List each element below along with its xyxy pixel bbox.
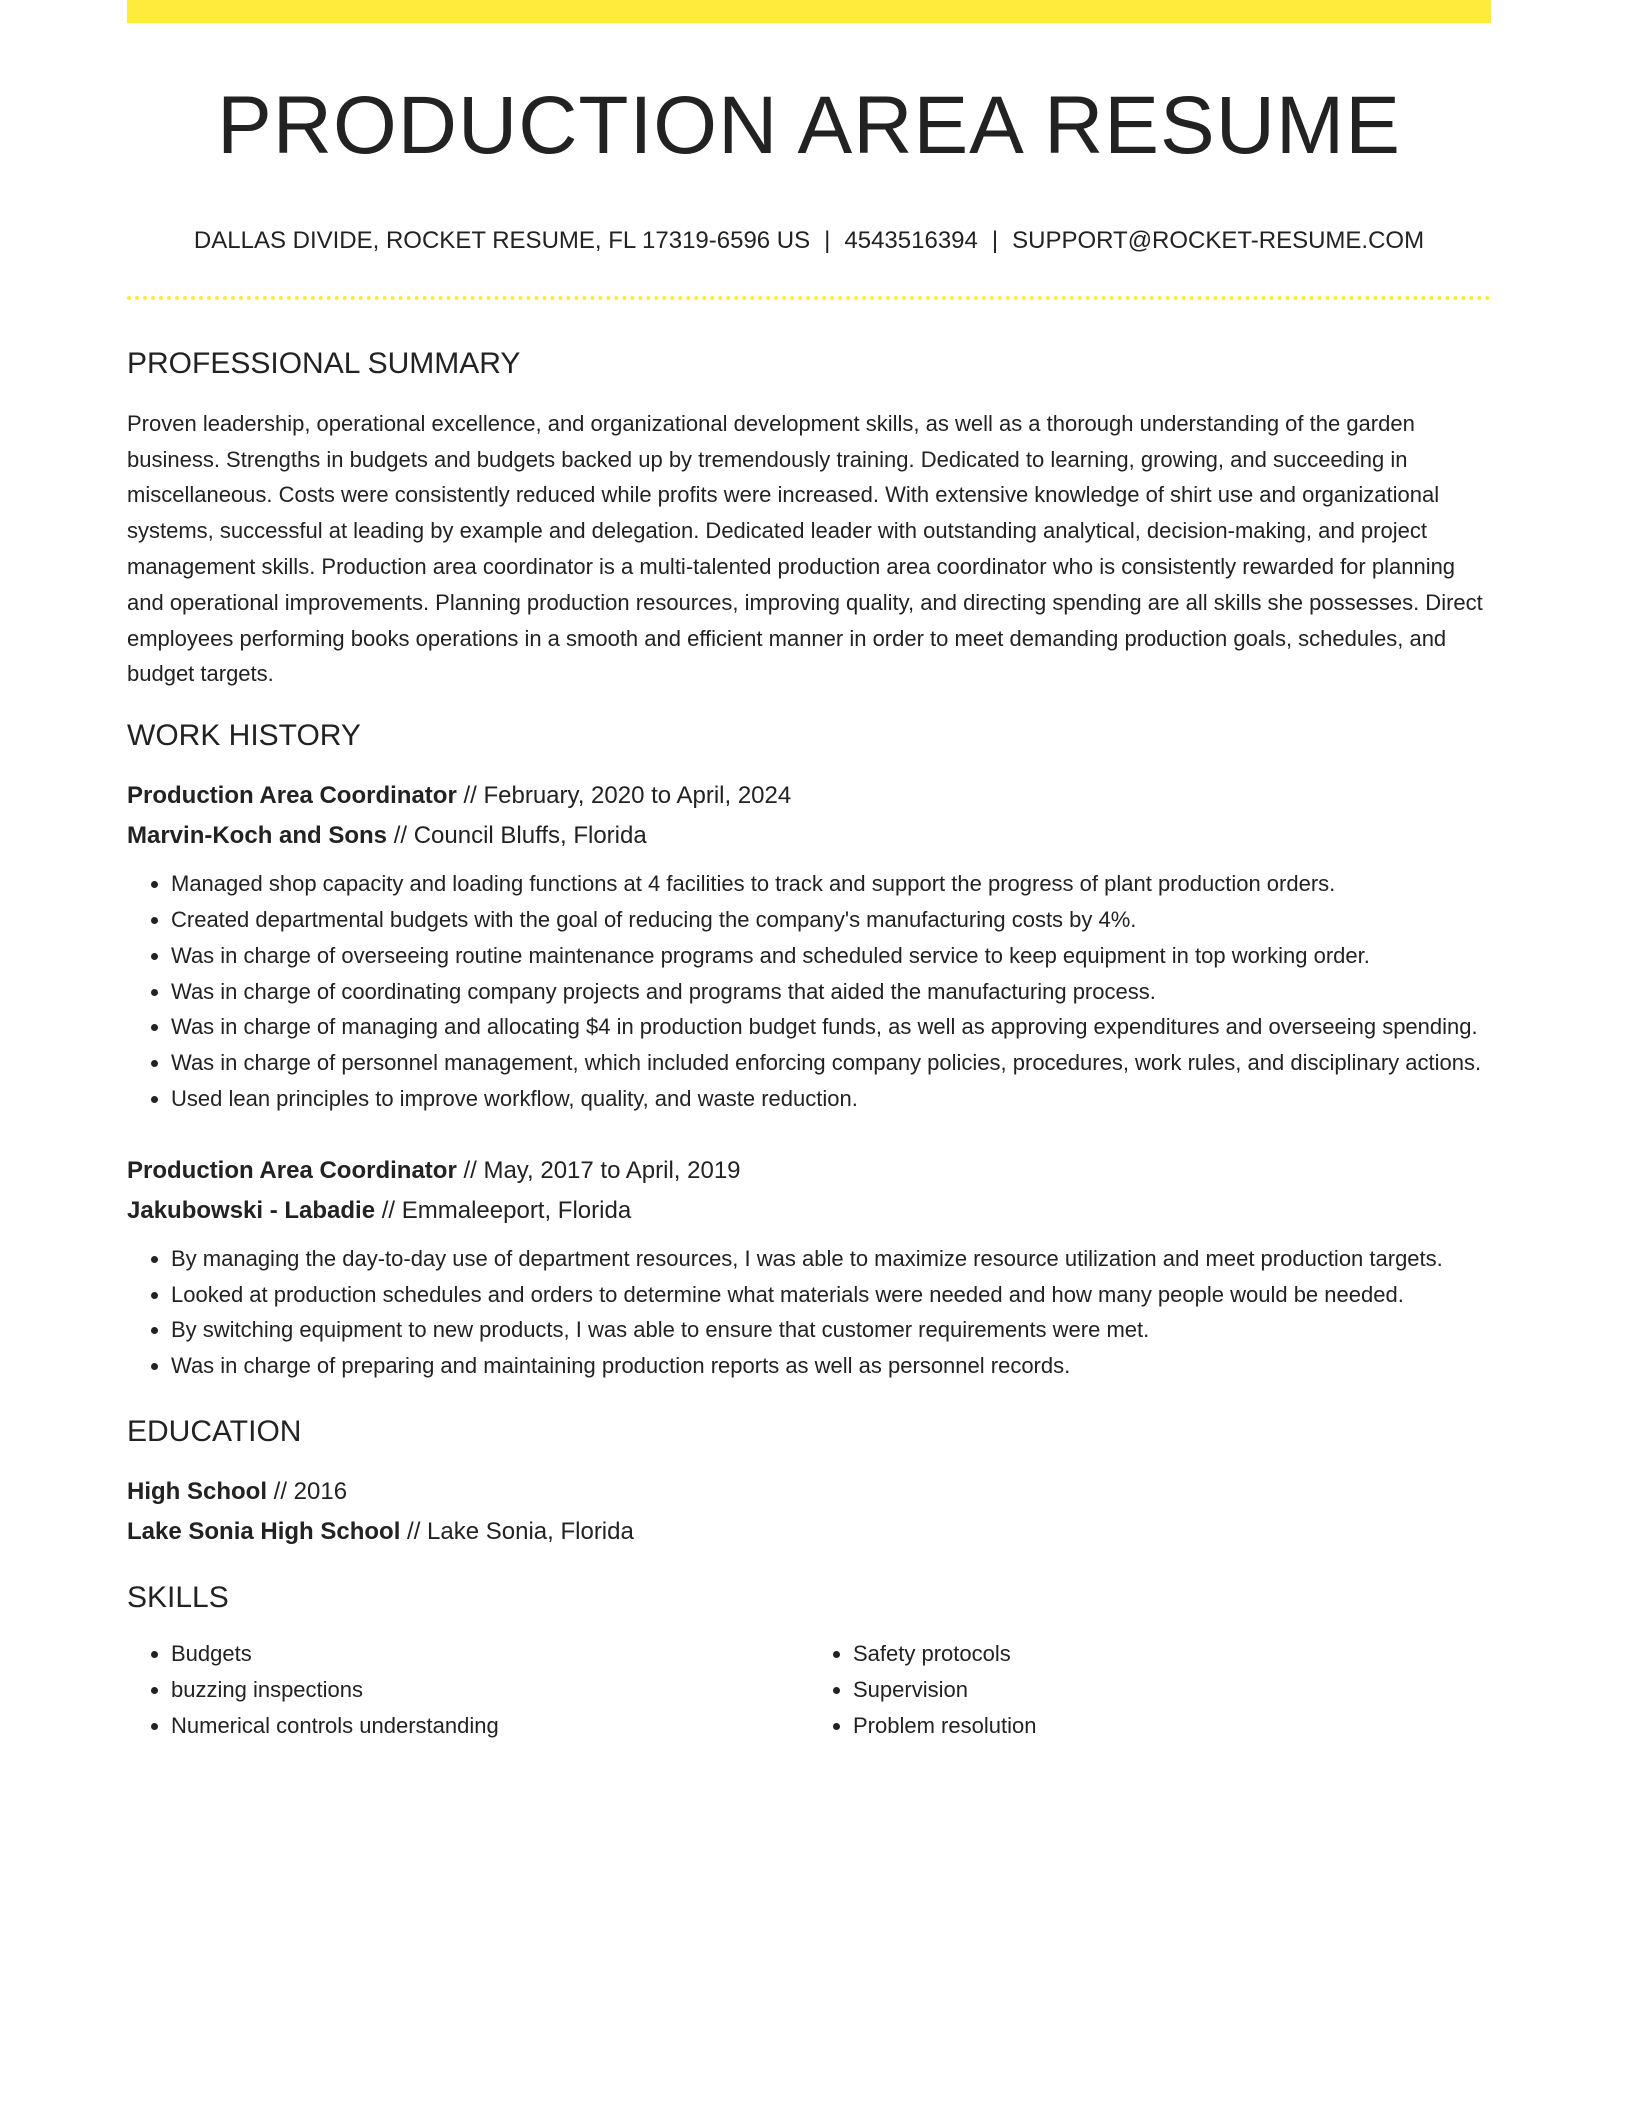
education-school: Lake Sonia High School <box>127 1517 401 1545</box>
job-bullet: • Was in charge of overseeing routine maintenance programs and scheduled service to keep equipment in top working order. <box>171 938 1491 974</box>
resume-title: PRODUCTION AREA RESUME <box>217 80 1401 171</box>
contact-phone: 4543516394 <box>844 227 978 254</box>
job-location: // Emmaleeport, Florida <box>375 1196 632 1224</box>
job-title: Production Area Coordinator <box>127 1156 457 1184</box>
skills-right-list <box>809 1636 1491 1743</box>
skill-item: • Safety protocols <box>853 1636 1491 1672</box>
skill-item: • Numerical controls understanding <box>171 1708 809 1744</box>
job-bullet: • Was in charge of preparing and maintaining production reports as well as personnel records. <box>171 1348 1491 1384</box>
job-bullet: • Was in charge of coordinating company projects and programs that aided the manufacturing process. <box>171 974 1491 1010</box>
job-bullet: • Was in charge of personnel management, which included enforcing company policies, procedures, work rules, and disciplinary actions. <box>171 1045 1491 1081</box>
skill-item: • Budgets <box>171 1636 809 1672</box>
job-bullet: • Managed shop capacity and loading functions at 4 facilities to track and support the progress of plant production orders. <box>171 866 1491 902</box>
summary-heading: PROFESSIONAL SUMMARY <box>127 346 521 380</box>
resume-page <box>127 0 1491 1743</box>
job-title-line <box>127 776 1491 816</box>
job-dates: // May, 2017 to April, 2019 <box>456 1156 741 1184</box>
job-list <box>127 776 1491 1384</box>
skills-heading: SKILLS <box>127 1580 229 1614</box>
education-heading: EDUCATION <box>127 1414 302 1448</box>
job-company-line <box>127 816 1491 856</box>
contact-email: SUPPORT@ROCKET-RESUME.COM <box>1012 227 1425 254</box>
work-history-heading: WORK HISTORY <box>127 719 361 753</box>
job-dates: // February, 2020 to April, 2024 <box>456 782 792 810</box>
job-location: // Council Bluffs, Florida <box>387 822 647 850</box>
job-title-line <box>127 1151 1491 1191</box>
job-bullet-list <box>127 1241 1491 1384</box>
education-location: // Lake Sonia, Florida <box>400 1517 634 1545</box>
job-bullet: • By managing the day-to-day use of department resources, I was able to maximize resource utilization and meet production targets. <box>171 1241 1491 1277</box>
job-entry <box>127 776 1491 1117</box>
summary-text: Proven leadership, operational excellence, and organizational development skills, as well as a thorough understanding of the garden business. Strengths in budgets and budgets backed up by tremendously training. Dedicated to learning, growing, and succeeding in miscellaneous. Costs were consistently reduced while profits were increased. With extensive knowledge of shirt use and organizational systems, successful at leading by example and delegation. Dedicated leader with outstanding analytical, decision-making, and project management skills. Production area coordinator is a multi-talented production area coordinator who is consistently rewarded for planning and operational improvements. Planning production resources, improving quality, and directing spending are all skills she possesses. Direct employees performing books operations in a smooth and efficient manner in order to meet demanding production goals, schedules, and budget targets. <box>127 410 1483 687</box>
skills-columns <box>127 1636 1491 1743</box>
job-title: Production Area Coordinator <box>127 782 457 810</box>
contact-address: DALLAS DIVIDE, ROCKET RESUME, FL 17319-6596 US <box>193 227 811 254</box>
education-entry <box>127 1472 1491 1552</box>
job-company-line <box>127 1191 1491 1231</box>
accent-top-bar <box>127 0 1491 23</box>
education-year: // 2016 <box>267 1477 348 1505</box>
job-bullet: • Created departmental budgets with the goal of reducing the company's manufacturing costs by 4%. <box>171 902 1491 938</box>
job-company: Marvin-Koch and Sons <box>127 822 388 850</box>
job-bullet: • Used lean principles to improve workflow, quality, and waste reduction. <box>171 1081 1491 1117</box>
job-bullet-list <box>127 866 1491 1117</box>
job-bullet: • Looked at production schedules and orders to determine what materials were needed and how many people would be needed. <box>171 1277 1491 1313</box>
dotted-divider <box>127 296 1491 300</box>
job-bullet: • By switching equipment to new products, I was able to ensure that customer requirements were met. <box>171 1312 1491 1348</box>
education-degree: High School <box>127 1477 267 1505</box>
job-entry <box>127 1151 1491 1384</box>
skill-item: • buzzing inspections <box>171 1672 809 1708</box>
contact-separator: | <box>824 227 831 254</box>
education-school-line <box>127 1512 1491 1552</box>
skill-item: • Supervision <box>853 1672 1491 1708</box>
contact-separator: | <box>991 227 999 254</box>
skills-left-list <box>127 1636 809 1743</box>
skill-item: • Problem resolution <box>853 1708 1491 1744</box>
job-bullet: • Was in charge of managing and allocating $4 in production budget funds, as well as approving expenditures and overseeing spending. <box>171 1009 1491 1045</box>
job-company: Jakubowski - Labadie <box>127 1196 376 1224</box>
contact-line <box>127 227 1491 256</box>
education-degree-line <box>127 1472 1491 1512</box>
